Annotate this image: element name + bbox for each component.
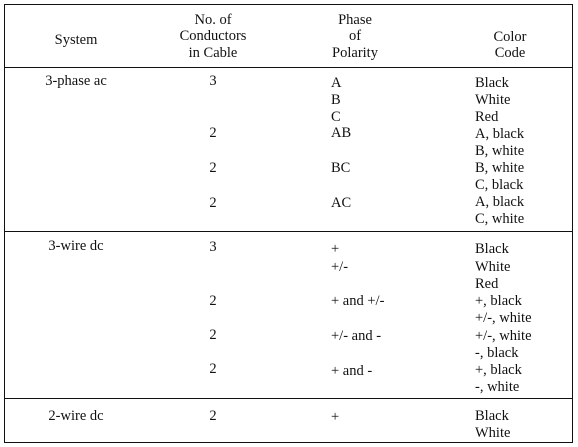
group-divider-1: [5, 231, 572, 232]
conductors-cell: 2: [209, 408, 217, 424]
color-cell: -, black: [475, 345, 519, 361]
phase-cell: AC: [331, 195, 352, 211]
color-cell: C, black: [475, 177, 524, 193]
color-cell: White: [475, 92, 511, 108]
color-cell: Black: [475, 408, 509, 424]
header-conductors-line-3: in Cable: [188, 45, 238, 61]
color-cell: Black: [475, 75, 509, 91]
color-cell: B, white: [475, 143, 525, 159]
phase-cell: +: [331, 409, 340, 425]
phase-cell: +/-: [331, 259, 349, 275]
header-color-line-2: Code: [494, 45, 526, 61]
conductors-cell: 3: [209, 239, 217, 255]
color-cell: +/-, white: [475, 328, 532, 344]
conductors-cell: 3: [209, 73, 217, 89]
color-cell: +, black: [475, 293, 522, 309]
header-conductors-line-2: Conductors: [179, 28, 247, 44]
conductors-cell: 2: [209, 293, 217, 309]
system-cell: 3-wire dc: [48, 238, 104, 254]
header-phase-line-1: Phase: [338, 12, 372, 28]
color-cell: -, white: [475, 379, 520, 395]
color-cell: White: [475, 425, 511, 441]
color-code-table: [4, 4, 573, 443]
phase-cell: B: [331, 92, 341, 108]
phase-cell: AB: [331, 125, 352, 141]
phase-cell: + and +/-: [331, 293, 385, 309]
group-divider-2: [5, 398, 572, 399]
phase-cell: +: [331, 241, 340, 257]
color-cell: A, black: [475, 194, 525, 210]
color-cell: Black: [475, 241, 509, 257]
color-cell: C, white: [475, 211, 525, 227]
color-cell: Red: [475, 109, 499, 125]
phase-cell: C: [331, 109, 341, 125]
header-color-line-1: Color: [493, 29, 527, 45]
header-conductors-line-1: No. of: [194, 12, 232, 28]
conductors-cell: 2: [209, 125, 217, 141]
conductors-cell: 2: [209, 327, 217, 343]
color-cell: +/-, white: [475, 310, 532, 326]
color-cell: A, black: [475, 126, 525, 142]
system-cell: 2-wire dc: [48, 408, 104, 424]
color-cell: Red: [475, 276, 499, 292]
phase-cell: A: [331, 75, 342, 91]
header-divider: [5, 67, 572, 68]
conductors-cell: 2: [209, 195, 217, 211]
color-cell: +, black: [475, 362, 522, 378]
header-phase-line-3: Polarity: [332, 45, 378, 61]
color-cell: B, white: [475, 160, 525, 176]
conductors-cell: 2: [209, 160, 217, 176]
phase-cell: +/- and -: [331, 328, 382, 344]
phase-cell: BC: [331, 160, 351, 176]
conductors-cell: 2: [209, 361, 217, 377]
header-system: System: [54, 32, 98, 48]
system-cell: 3-phase ac: [45, 73, 107, 89]
phase-cell: + and -: [331, 363, 373, 379]
header-phase-line-2: of: [348, 28, 362, 44]
color-cell: White: [475, 259, 511, 275]
